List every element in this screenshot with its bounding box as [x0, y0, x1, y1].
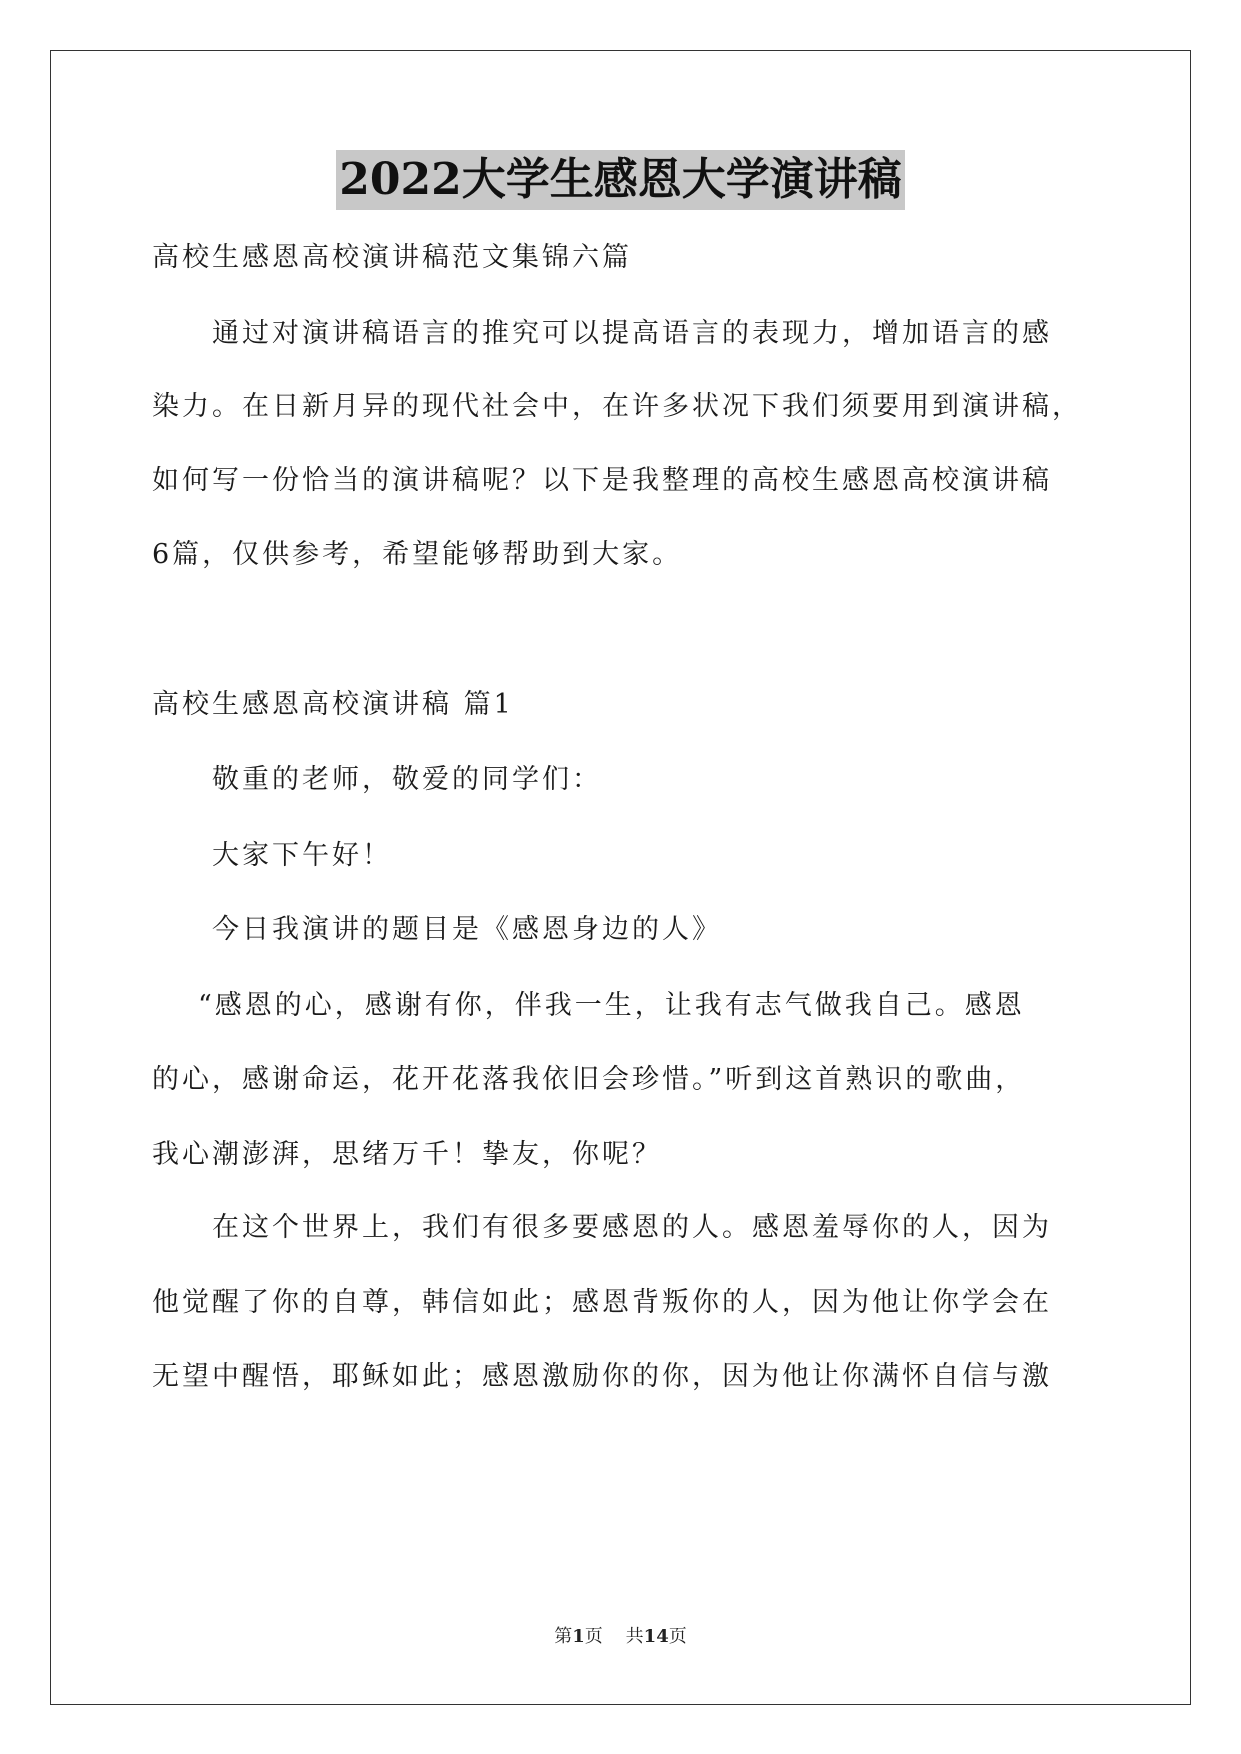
section-heading: 高校生感恩高校演讲稿 篇1 — [152, 689, 514, 720]
footer-prefix: 第 — [554, 1626, 573, 1647]
page-border — [50, 50, 1191, 1705]
document-title: 2022大学生感恩大学演讲稿 — [336, 150, 904, 210]
body-line: 他觉醒了你的自尊，韩信如此；感恩背叛你的人，因为他让你学会在 — [152, 1287, 1052, 1318]
body-line: 无望中醒悟，耶稣如此；感恩激励你的你，因为他让你满怀自信与激 — [152, 1361, 1052, 1392]
intro-line: 通过对演讲稿语言的推究可以提高语言的表现力，增加语言的感 — [212, 318, 1052, 349]
intro-line: 如何写一份恰当的演讲稿呢？以下是我整理的高校生感恩高校演讲稿 — [152, 465, 1052, 496]
page-footer — [0, 1625, 1241, 1649]
title-container — [0, 150, 1241, 210]
footer-total-pages: 14 — [643, 1626, 669, 1647]
intro-line: 6篇，仅供参考，希望能够帮助到大家。 — [152, 539, 683, 570]
footer-page-number: 1 — [572, 1626, 585, 1647]
document-subtitle: 高校生感恩高校演讲稿范文集锦六篇 — [152, 242, 632, 273]
body-line: 的心，感谢命运，花开花落我依旧会珍惜。”听到这首熟识的歌曲， — [152, 1064, 1026, 1095]
body-line: 在这个世界上，我们有很多要感恩的人。感恩羞辱你的人，因为 — [212, 1212, 1052, 1243]
footer-middle: 页 共 — [584, 1626, 644, 1647]
body-line: 敬重的老师，敬爱的同学们： — [212, 764, 602, 795]
body-line: “感恩的心，感谢有你，伴我一生，让我有志气做我自己。感恩 — [198, 990, 1025, 1021]
body-line: 我心潮澎湃，思绪万千！挚友，你呢？ — [152, 1139, 662, 1170]
footer-suffix: 页 — [668, 1626, 687, 1647]
body-line: 大家下午好！ — [212, 840, 392, 871]
intro-line: 染力。在日新月异的现代社会中，在许多状况下我们须要用到演讲稿， — [152, 391, 1082, 422]
body-line: 今日我演讲的题目是《感恩身边的人》 — [212, 914, 722, 945]
